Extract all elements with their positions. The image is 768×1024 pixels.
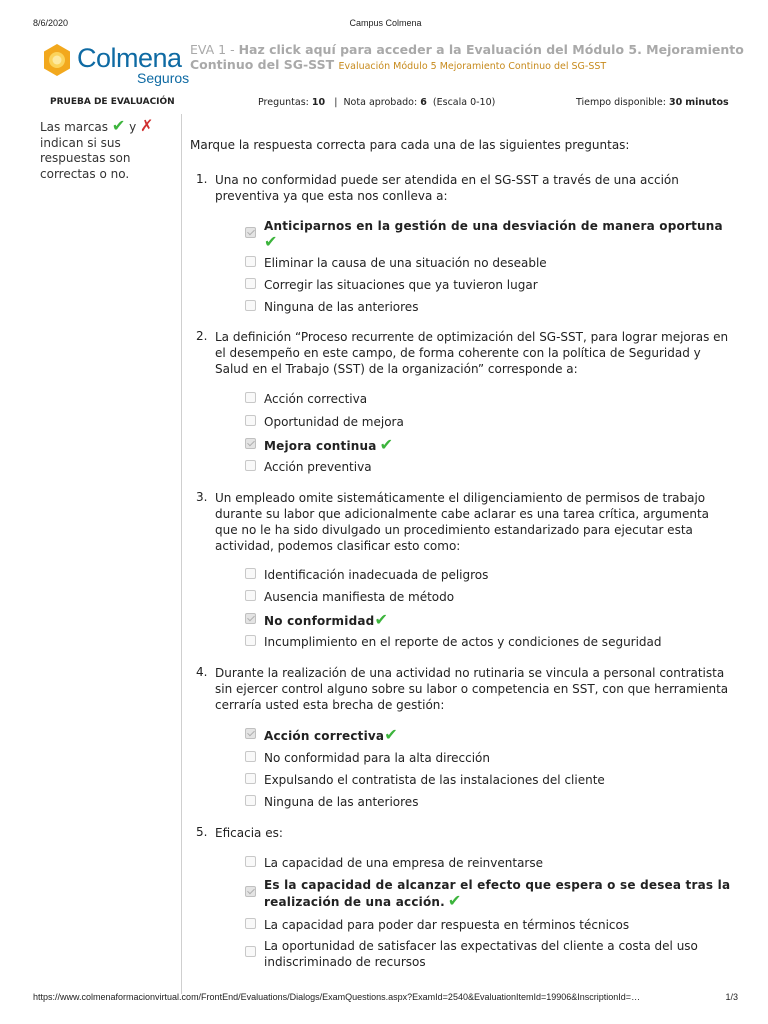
checkbox[interactable] [245,751,256,762]
checkbox[interactable] [245,773,256,784]
correct-check-icon: ✔ [379,435,394,454]
scale-label: (Escala 0-10) [432,97,496,108]
checkbox[interactable] [245,415,256,426]
pass-label: Nota aprobado: [343,97,418,108]
legend-text-3: indican si sus respuestas son correctas o no. [40,135,131,181]
sun-logo-icon [40,42,74,78]
option-label: Mejora continua ✔ [264,435,394,454]
test-label: PRUEBA DE EVALUACIÓN [50,97,175,107]
correct-check-icon: ✔ [374,610,389,629]
question-number: 5. [196,825,208,839]
checkbox[interactable] [245,613,256,624]
print-footer [33,992,738,1006]
page-number: 1/3 [725,992,738,1002]
option-label: Ninguna de las anteriores [264,795,419,809]
option-label: Es la capacidad de alcanzar el efecto que espera o se desea tras la realización de una acción. ✔ [264,878,731,910]
info-bar [0,97,768,111]
legend [40,118,170,182]
correct-check-icon: ✔ [264,232,278,251]
instruction: Marque la respuesta correcta para cada una de las siguientes preguntas: [190,138,630,152]
info-separator: | [334,97,338,108]
checkbox[interactable] [245,568,256,579]
option-label: No conformidad para la alta dirección [264,751,491,765]
checkbox[interactable] [245,946,256,957]
print-title: Campus Colmena [349,18,422,28]
checkbox[interactable] [245,728,256,739]
option-label: Ausencia manifiesta de método [264,590,455,604]
correct-check-icon: ✔ [384,725,398,744]
evaluation-subtitle: Evaluación Módulo 5 Mejoramiento Continuo del SG-SST [338,61,607,72]
question-number: 2. [196,329,208,343]
side-panel [33,114,182,994]
cross-icon: ✗ [140,116,154,135]
legend-text-2: y [129,120,137,134]
checkbox[interactable] [245,795,256,806]
time-label: Tiempo disponible: [576,97,666,108]
checkbox[interactable] [245,227,256,238]
checkbox[interactable] [245,635,256,646]
option-label: Ninguna de las anteriores [264,300,419,314]
legend-text-1: Las marcas [40,120,109,134]
check-icon: ✔ [111,116,126,135]
question-text: Una no conformidad puede ser atendida en el SG-SST a través de una acción preventiva ya que esta nos conlleva a: [215,173,679,203]
option-label: Corregir las situaciones que ya tuvieron lugar [264,278,538,292]
pass-value: 6 [420,97,427,108]
checkbox[interactable] [245,460,256,471]
checkbox[interactable] [245,256,256,267]
print-date: 8/6/2020 [33,18,69,28]
option-label: La oportunidad de satisfacer las expectativas del cliente a costa del uso indiscriminado de recursos [264,939,698,969]
question-number: 3. [196,490,208,504]
option-label: Identificación inadecuada de peligros [264,568,489,582]
option-label: Oportunidad de mejora [264,415,404,429]
checkbox[interactable] [245,300,256,311]
checkbox[interactable] [245,278,256,289]
option-label: No conformidad✔ [264,610,389,629]
time-unit: minutos [685,97,729,108]
question-number: 1. [196,172,208,186]
option-label: Acción correctiva [264,392,368,406]
question-number: 4. [196,665,208,679]
option-label: Eliminar la causa de una situación no deseable [264,256,547,270]
option-label: Incumplimiento en el reporte de actos y condiciones de seguridad [264,635,662,649]
questions-info [258,97,495,108]
option-label: Acción correctiva✔ [264,725,398,744]
option-label: Acción preventiva [264,460,372,474]
time-info [576,97,729,108]
time-value: 30 [668,97,683,108]
evaluation-link[interactable]: Haz click aquí para acceder a la Evaluación del Módulo 5. Mejoramiento Continuo del SG-SST [190,42,744,72]
option-label: Expulsando el contratista de las instalaciones del cliente [264,773,605,787]
question-text: Un empleado omite sistemáticamente el diligenciamiento de permisos de trabajo durante su labor que adicionalmente cabe aclarar es una tarea crítica, argumenta que no le ha sido divulgado un procedimiento estandarizado para ejecutar esta actividad, podemos clasificar esto como: [215,491,710,553]
option-label: La capacidad para poder dar respuesta en términos técnicos [264,918,630,932]
checkbox[interactable] [245,918,256,929]
evaluation-title[interactable] [190,42,750,74]
question-text: Durante la realización de una actividad no rutinaria se vincula a personal contratista sin ejercer control alguno sobre su labor o competencia en SST, con que herramienta cerraría usted esta brecha de gestión: [215,666,729,712]
question-text: La definición “Proceso recurrente de optimización del SG-SST, para lograr mejoras en el desempeño en este campo, de forma coherente con la política de Seguridad y Salud en el Trabajo (SST) de la organización” corresponde a: [215,330,729,376]
checkbox[interactable] [245,590,256,601]
page-url: https://www.colmenaformacionvirtual.com/FrontEnd/Evaluations/Dialogs/ExamQuestions.aspx?ExamId=2540&EvaluationItemId=19906&InscriptionId=… [33,992,641,1002]
checkbox[interactable] [245,438,256,449]
checkbox[interactable] [245,392,256,403]
checkbox[interactable] [245,856,256,867]
checkbox[interactable] [245,886,256,897]
questions-value: 10 [311,97,326,108]
question-text: Eficacia es: [215,826,283,840]
correct-check-icon: ✔ [447,891,462,910]
logo-name: Colmena [77,43,182,73]
print-header [33,18,738,32]
option-label: Anticiparnos en la gestión de una desviación de manera oportuna ✔ [264,219,723,251]
logo-sub: Seguros [137,70,190,86]
option-label: La capacidad de una empresa de reinventarse [264,856,543,870]
evaluation-prefix: EVA 1 - [190,42,239,57]
colmena-logo [40,42,190,90]
questions-label: Preguntas: [258,97,309,108]
